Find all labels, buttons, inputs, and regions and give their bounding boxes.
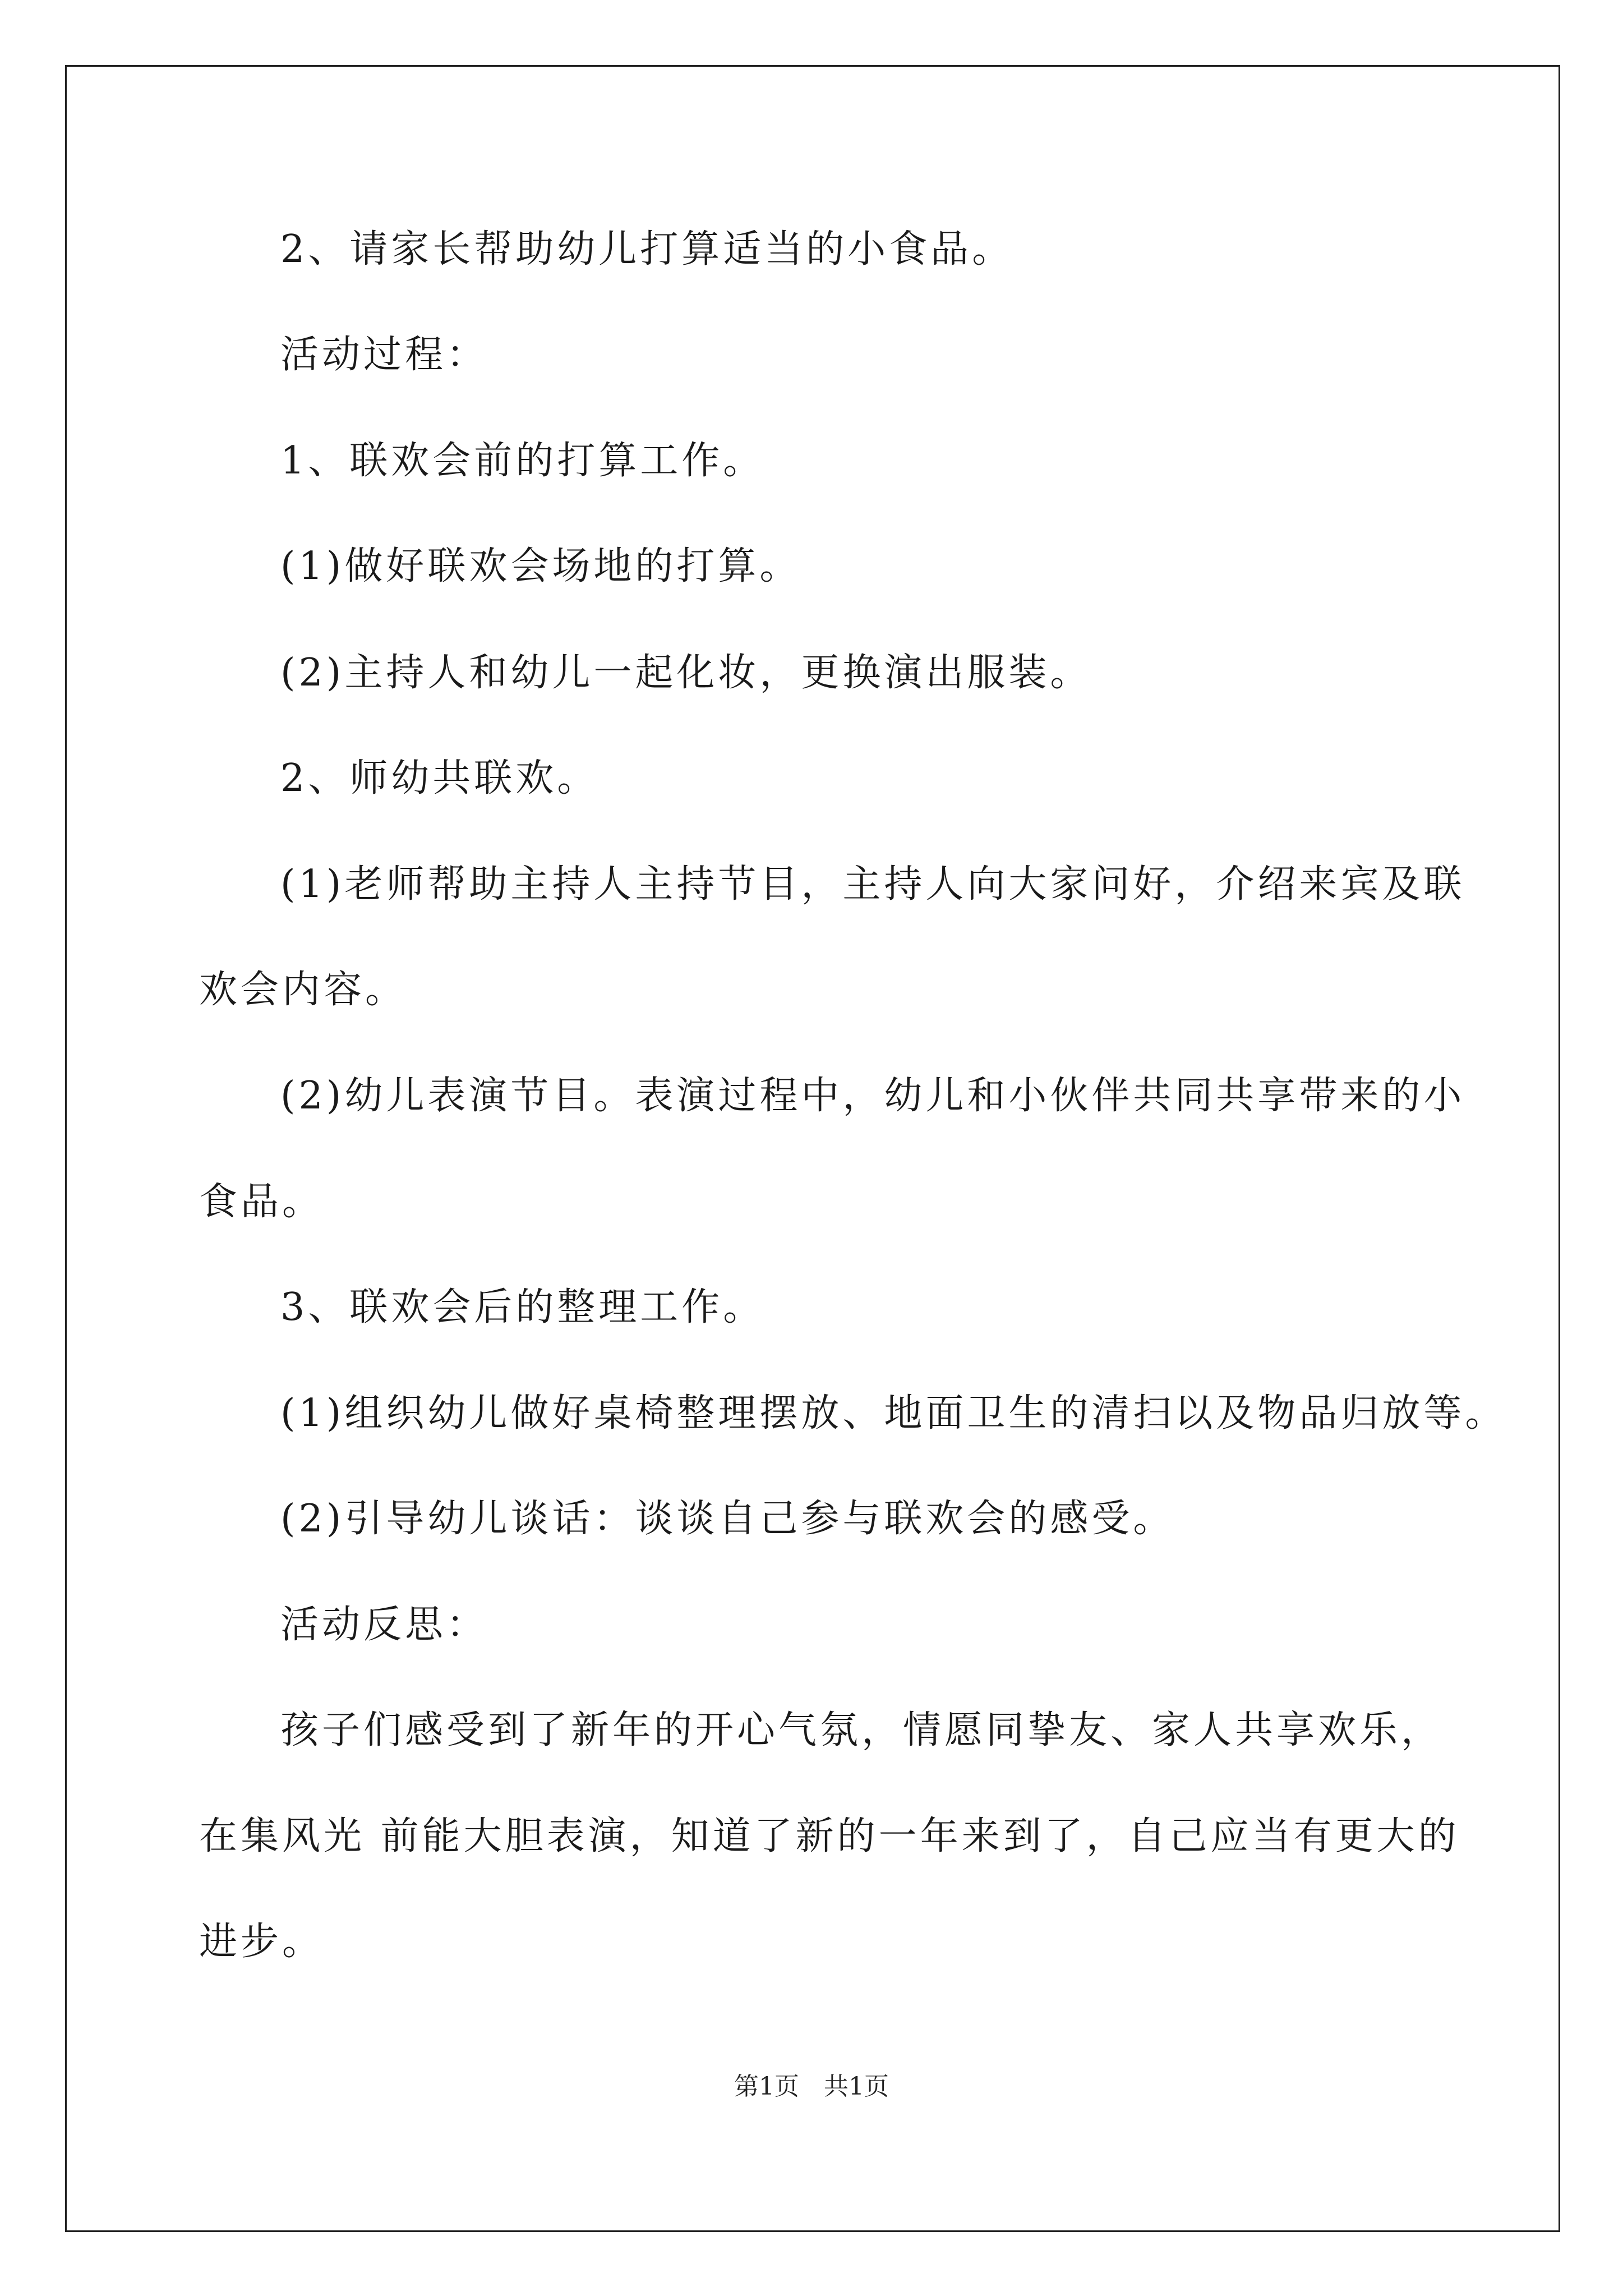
paragraph-line: 食品。 [199, 1180, 324, 1224]
paragraph-line: 欢会内容。 [199, 968, 407, 1012]
paragraph-line: (1)做好联欢会场地的打算。 [280, 544, 801, 588]
section-heading: 活动过程： [280, 333, 488, 377]
paragraph-line: 孩子们感受到了新年的开心气氛，情愿同挚友、家人共享欢乐， [280, 1708, 1443, 1752]
paragraph-line: (2)主持人和幼儿一起化妆，更换演出服装。 [280, 651, 1092, 695]
paragraph-line: 2、请家长帮助幼儿打算适当的小食品。 [280, 227, 1014, 272]
paragraph-line: (2)幼儿表演节目。表演过程中，幼儿和小伙伴共同共享带来的小 [280, 1074, 1465, 1118]
page-border [65, 65, 1560, 2232]
paragraph-line: (1)组织幼儿做好桌椅整理摆放、地面卫生的清扫以及物品归放等。 [280, 1391, 1507, 1435]
page-number-footer: 第1页 共1页 [734, 2072, 889, 2101]
paragraph-line: 2、师幼共联欢。 [280, 756, 599, 800]
section-heading: 活动反思： [280, 1603, 488, 1647]
paragraph-line: 1、联欢会前的打算工作。 [280, 439, 765, 483]
paragraph-line: (1)老师帮助主持人主持节目，主持人向大家问好，介绍来宾及联 [280, 862, 1465, 907]
paragraph-line: (2)引导幼儿谈话：谈谈自己参与联欢会的感受。 [280, 1497, 1175, 1541]
paragraph-line: 在集风光 前能大胆表演，知道了新的一年来到了，自己应当有更大的 [199, 1814, 1460, 1858]
paragraph-line: 进步。 [199, 1920, 324, 1964]
paragraph-line: 3、联欢会后的整理工作。 [280, 1285, 765, 1329]
